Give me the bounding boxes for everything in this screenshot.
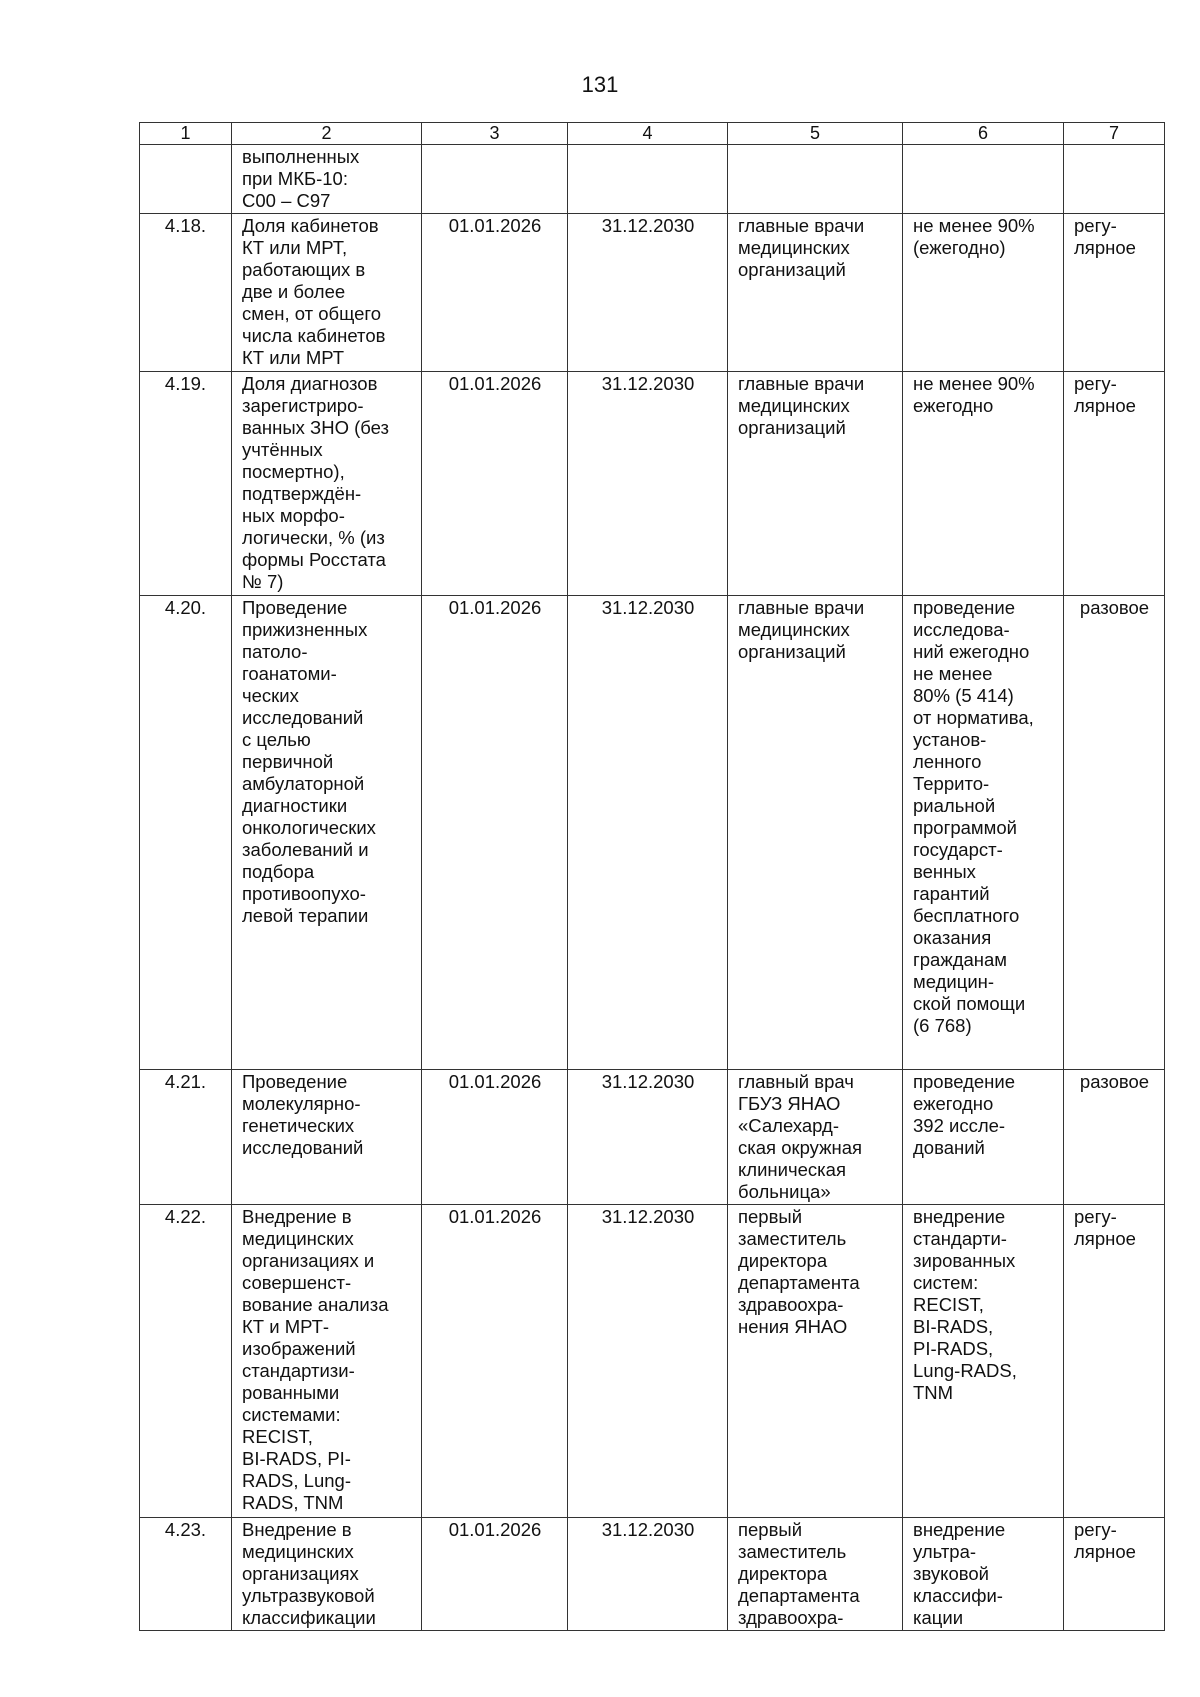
row-number <box>140 145 232 214</box>
row-number: 4.20. <box>140 596 232 1070</box>
measure-name: выполненных при МКБ-10: С00 – С97 <box>232 145 422 214</box>
end-date: 31.12.2030 <box>568 1070 728 1205</box>
plan-table <box>139 122 1165 1631</box>
responsible: главные врачи медицинских организаций <box>728 596 903 1070</box>
responsible <box>728 145 903 214</box>
measure-type: регу- лярное <box>1064 1205 1165 1518</box>
page-number: 131 <box>581 72 619 97</box>
table-row <box>140 372 1165 596</box>
measure-name: Проведение молекулярно- генетических исследований <box>232 1070 422 1205</box>
expected-result: внедрение ультра- звуковой классифи- кации <box>903 1518 1064 1631</box>
column-header: 6 <box>903 123 1064 145</box>
table-row <box>140 1070 1165 1205</box>
column-header: 1 <box>140 123 232 145</box>
start-date: 01.01.2026 <box>422 1070 568 1205</box>
row-number: 4.18. <box>140 214 232 372</box>
expected-result: проведение ежегодно 392 иссле- дований <box>903 1070 1064 1205</box>
start-date: 01.01.2026 <box>422 596 568 1070</box>
row-number: 4.23. <box>140 1518 232 1631</box>
expected-result <box>903 145 1064 214</box>
row-number: 4.19. <box>140 372 232 596</box>
measure-type <box>1064 145 1165 214</box>
column-header: 7 <box>1064 123 1165 145</box>
responsible: главные врачи медицинских организаций <box>728 214 903 372</box>
measure-name: Внедрение в медицинских организациях и совершенст- вование анализа КТ и МРТ- изображений стандартизи- рованными системами: RECIST, BI-RADS, PI- RADS, Lung- RADS, TNM <box>232 1205 422 1518</box>
end-date: 31.12.2030 <box>568 214 728 372</box>
responsible: первый заместитель директора департамента здравоохра- <box>728 1518 903 1631</box>
column-header: 2 <box>232 123 422 145</box>
start-date: 01.01.2026 <box>422 214 568 372</box>
end-date: 31.12.2030 <box>568 372 728 596</box>
measure-name: Внедрение в медицинских организациях ультразвуковой классификации <box>232 1518 422 1631</box>
measure-name: Проведение прижизненных патоло- гоанатоми- ческих исследований с целью первичной амбулаторной диагностики онкологических заболеваний и подбора противоопухо- левой терапии <box>232 596 422 1070</box>
measure-type: разовое <box>1064 1070 1165 1205</box>
table-row <box>140 214 1165 372</box>
measure-name: Доля диагнозов зарегистриро- ванных ЗНО (без учтённых посмертно), подтверждён- ных морфо- логически, % (из формы Росстата № 7) <box>232 372 422 596</box>
table-header-row <box>140 123 1165 145</box>
end-date <box>568 145 728 214</box>
measure-name: Доля кабинетов КТ или МРТ, работающих в две и более смен, от общего числа кабинетов КТ или МРТ <box>232 214 422 372</box>
start-date: 01.01.2026 <box>422 372 568 596</box>
row-number: 4.22. <box>140 1205 232 1518</box>
column-header: 4 <box>568 123 728 145</box>
column-header: 5 <box>728 123 903 145</box>
start-date: 01.01.2026 <box>422 1205 568 1518</box>
measure-type: разовое <box>1064 596 1165 1070</box>
table-row <box>140 145 1165 214</box>
expected-result: не менее 90% (ежегодно) <box>903 214 1064 372</box>
row-number: 4.21. <box>140 1070 232 1205</box>
end-date: 31.12.2030 <box>568 596 728 1070</box>
measure-type: регу- лярное <box>1064 1518 1165 1631</box>
responsible: первый заместитель директора департамента здравоохра- нения ЯНАО <box>728 1205 903 1518</box>
end-date: 31.12.2030 <box>568 1205 728 1518</box>
responsible: главный врач ГБУЗ ЯНАО «Салехард- ская окружная клиническая больница» <box>728 1070 903 1205</box>
start-date <box>422 145 568 214</box>
expected-result: проведение исследова- ний ежегодно не менее 80% (5 414) от норматива, установ- ленного Террито- риальной программой государст- венных гарантий бесплатного оказания гражданам медицин- ской помощи (6 768) <box>903 596 1064 1070</box>
table-row <box>140 596 1165 1070</box>
table-row <box>140 1205 1165 1518</box>
start-date: 01.01.2026 <box>422 1518 568 1631</box>
measure-type: регу- лярное <box>1064 372 1165 596</box>
measure-type: регу- лярное <box>1064 214 1165 372</box>
column-header: 3 <box>422 123 568 145</box>
responsible: главные врачи медицинских организаций <box>728 372 903 596</box>
expected-result: внедрение стандарти- зированных систем: RECIST, BI-RADS, PI-RADS, Lung-RADS, TNM <box>903 1205 1064 1518</box>
table-row <box>140 1518 1165 1631</box>
end-date: 31.12.2030 <box>568 1518 728 1631</box>
expected-result: не менее 90% ежегодно <box>903 372 1064 596</box>
